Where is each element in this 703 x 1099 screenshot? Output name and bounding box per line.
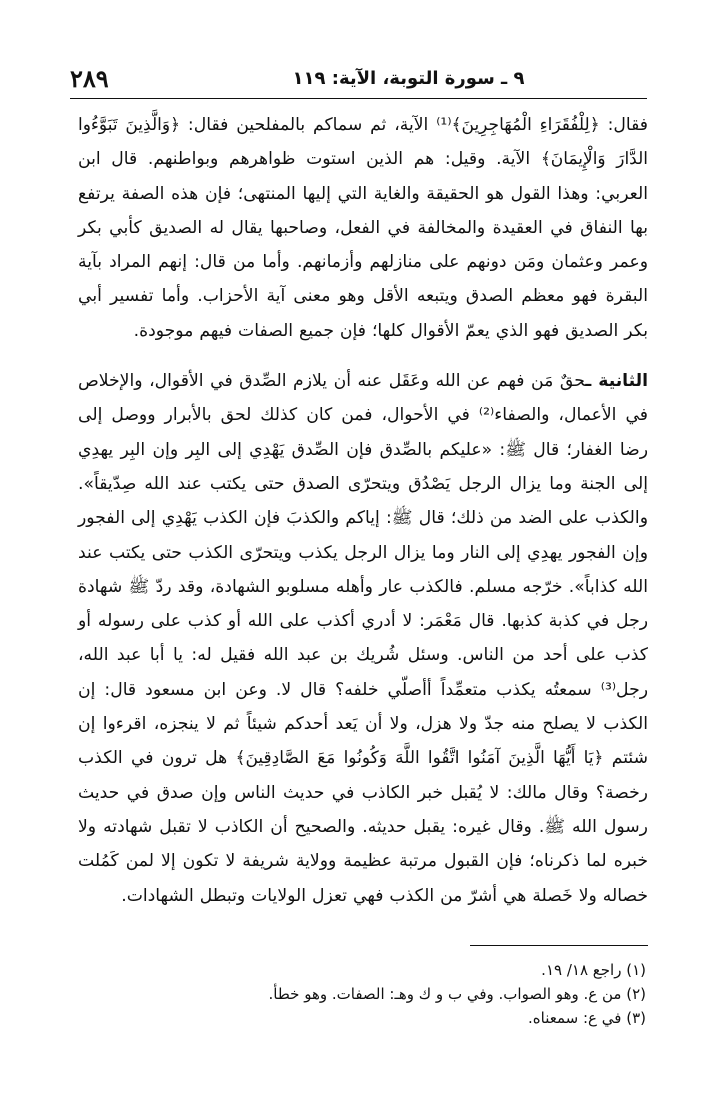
quran-verse-3: ﴿يَا أَيُّهَا الَّذِينَ آمَنُوا اتَّقُوا اللَّهَ وَكُونُوا مَعَ الصَّادِقِينَ﴾ [235, 748, 604, 769]
p1-intro: فقال: [599, 115, 648, 135]
paragraph-1 [78, 108, 648, 348]
p2-rest: هل ترون في الكذب رخصة؟ وقال مالك: لا يُقبل خبر الكاذب في حديث الناس وإن صدق في حديث رسول الله ﷺ. وقال غيره: يقبل حديثه. والصحيح أن الكاذب لا تقبل شهادته ولا خبره لما ذكرناه؛ فإن القبول مرتبة عظيمة وولاية شريفة لا تكون إلا لمن كَمُلت خصاله ولا خَصلة هي أشرّ من الكذب فهي تعزل الولايات وتبطل الشهادات. [78, 748, 648, 906]
footnotes [90, 958, 646, 1030]
main-text [78, 108, 648, 913]
quran-verse-2: ﴿وَالَّذِينَ تَبَوَّءُوا الدَّارَ وَالْإِيمَانَ﴾ [78, 115, 648, 170]
p2-text: حقٌ مَن فهم عن الله وعَقَل عنه أن يلازم الصِّدق في الأقوال، والإخلاص في الأعمال، والصفاء⁽²⁾ في الأحوال، فمن كان كذلك لحق بالأبرار ووصل إلى رضا الغفار؛ قال ﷺ: «عليكم بالصِّدق فإن الصِّدق يَهْدِي إلى البِر وإن البِر يهدِي إلى الجنة وما يزال الرجل يَصْدُق ويتحرّى الصدق حتى يكتب عند الله صِدّيقاً». والكذب على الضد من ذلك؛ قال ﷺ: إياكم والكذبَ فإن الكذب يَهْدِي إلى الفجور وإن الفجور يهدِي إلى النار وما يزال الرجل يكذب ويتحرّى الكذب حتى يكتب عند الله كذاباً». خرّجه مسلم. فالكذب عار وأهله مسلوبو الشهادة، وقد ردّ ﷺ شهادة رجل في كذبة كذبها. قال مَعْمَر: لا أدري أكذب على الله أو كذب على رسوله أو كذب على أحد من الناس. وسئل شُريك بن عبد الله فقيل له: يا أبا عبد الله، رجل⁽³⁾ سمعتُه يكذب متعمِّداً أأصلّي خلفه؟ قال لا. وعن ابن مسعود قال: إن الكذب لا يصلح منه جدّ ولا هزل، ولا أن يَعد أحدكم شيئاً ثم لا ينجزه، اقرءوا إن شئتم [78, 371, 648, 769]
footnote-1: (١) راجع ١٨/ ١٩. [541, 961, 646, 979]
quran-verse-1: ﴿لِلْفُقَرَاءِ الْمُهَاجِرِينَ﴾ [451, 115, 600, 135]
section-lead: الثانية ـ [585, 371, 649, 392]
footnote-2: (٢) من ع. وهو الصواب. وفي ب و ك وهـ: الصفات. وهو خطأ. [268, 985, 646, 1003]
paragraph-2 [78, 364, 648, 913]
page-header [70, 62, 647, 99]
footnote-3: (٣) في ع: سمعناه. [528, 1009, 646, 1027]
p1-mid: ⁽¹⁾ الآية، ثم سماكم بالمفلحين فقال: [180, 115, 452, 135]
p1-rest: الآية. وقيل: هم الذين استوت ظواهرهم وبواطنهم. قال ابن العربي: وهذا القول هو الحقيقة والغاية التي إليها المنتهى؛ فإن هذه الصفة يرتفع بها النفاق في العقيدة والمخالفة في الفعل، وصاحبها يقال له الصديق كأبي بكر وعمر وعثمان ومَن دونهم على منازلهم وأزمانهم. وأما من قال: إنهم المراد بآية البقرة فهو معظم الصدق ويتبعه الأقل وهو معنى آية الأحزاب. وأما تفسير أبي بكر الصديق فهو الذي يعمّ الأقوال كلها؛ فإن جميع الصفات فيهم موجودة. [78, 149, 648, 341]
page-number: ٢٨٩ [70, 64, 109, 93]
footnote-divider [470, 945, 648, 946]
running-head: ٩ ـ سورة التوبة، الآية: ١١٩ [292, 68, 525, 89]
